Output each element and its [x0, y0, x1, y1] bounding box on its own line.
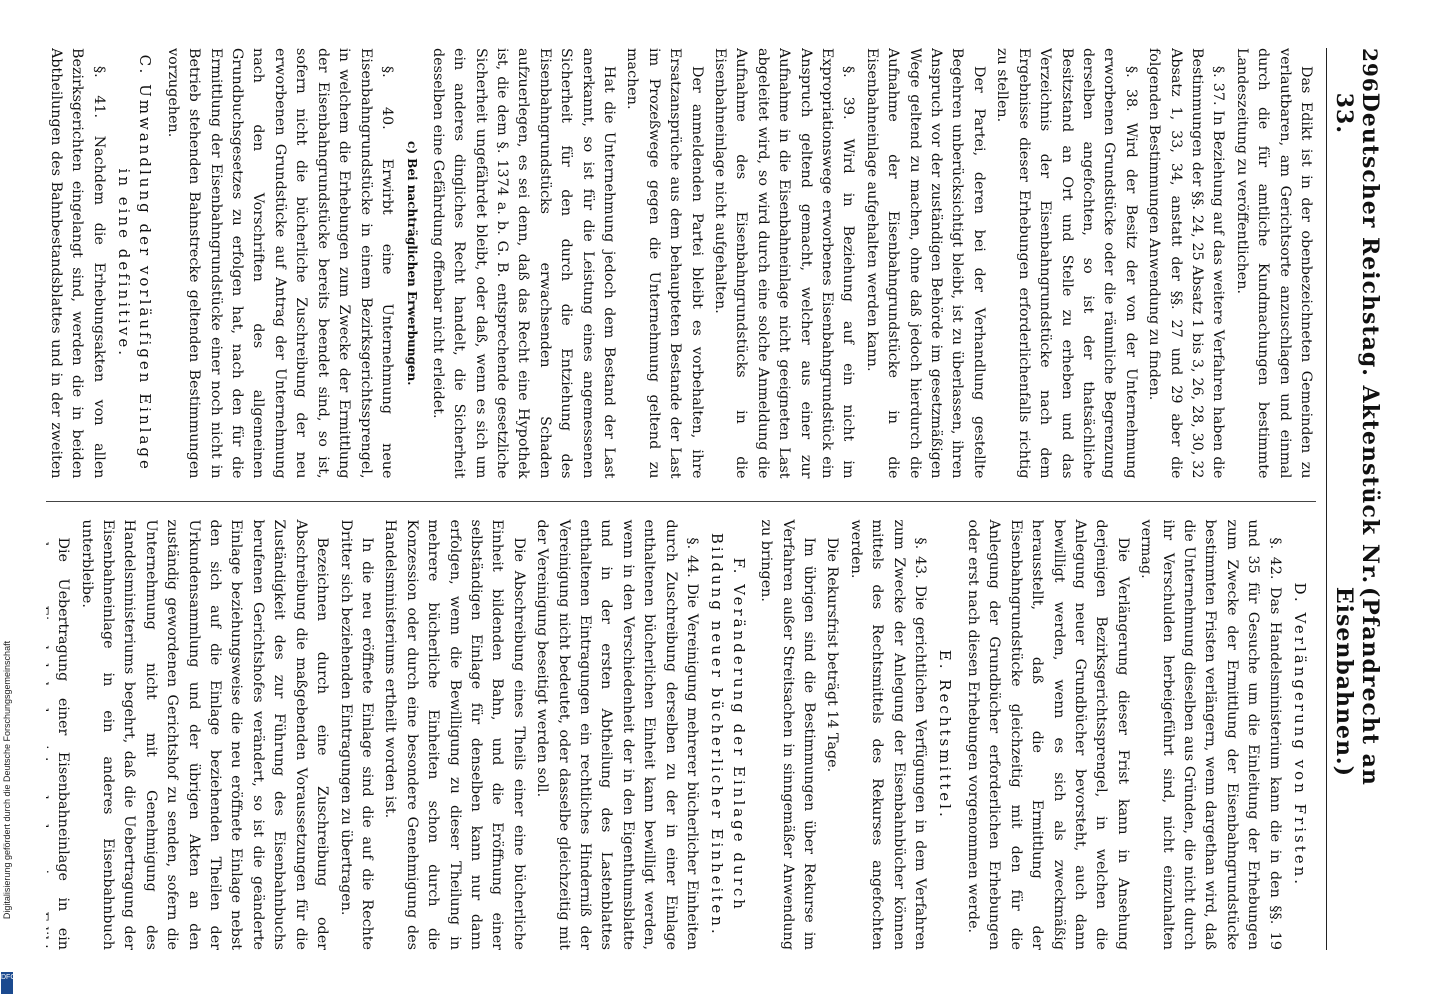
paragraph: Bezeichnen durch eine Zuschreibung oder Abschreibung die maßgebenden Voraussetzungen für die Zuständigkeit des zur Führung des Eisenbahnbuchs berufenen Gerichtshofes verändert, so ist die geänderte Einlage beziehungsweise die neu eröffnete Einlage nebst den sich auf die Einlage beziehenden Theilen der Urkundensammlung und der übrigen Akten an den zuständig gewordenen Gerichtshof zu senden, sofern die Unternehmung nicht mit Genehmigung des Handelsministeriums begehrt, daß die Uebertragung der Eisenbahneinlage in ein anderes Eisenbahnbuch unterbleibe. — [78, 519, 331, 950]
scan-credit-strip — [0, 0, 14, 1000]
rotated-document-page — [21, 10, 1411, 990]
subsection-heading: c) Bei nachträglichen Erwerbungen. — [405, 141, 420, 386]
paragraph: In die neu eröffnete Einlage sind die auf die Rechte Dritter sich beziehenden Eintragungen zu übertragen. — [337, 519, 375, 950]
left-text-column — [46, 48, 1316, 479]
paragraph-40: §. 40. Erwirbt eine Unternehmung neue Eisenbahngrundstücke in einem Bezirksgerichtssprengel, in welchem die Erhebungen zum Zwecke der Ermittlung der Eisenbahngrundstücke bereits beendet sind, so ist, sofern nicht die bücherliche Zuschreibung der neu erworbenen Grundstücke auf Antrag der Unternehmung nach den Vorschriften des allgemeinen Grundbuchsgesetzes zu erfolgen hat, nach den für die Ermittlung der Eisenbahngrundstücke einer noch nicht in Betrieb stehenden Bahnstrecke geltenden Bestimmungen vorzugehen. — [164, 48, 395, 479]
section-heading-e: E. Rechtsmittel. — [936, 649, 955, 820]
paragraph-43: §. 43. Die gerichtlichen Verfügungen in dem Verfahren zum Zwecke der Anlegung der Eisenbahnbücher können mittels des Rechtsmittels des Rekurses angefochten werden. — [847, 519, 929, 950]
paragraph: Der Partei, deren bei der Verhandlung gestellte Begehren unberücksichtigt bleibt, ist zu überlassen, ihren Anspruch vor der zuständigen Behörde im gesetzmäßigen Wege geltend zu machen, ohne daß jedoch hierdurch die Aufnahme der Eisenbahngrundstücke in die Eisenbahneinlage aufgehalten werden kann. — [863, 48, 987, 479]
page-title: Deutscher Reichstag. Aktenstück Nr. 33. — [1331, 92, 1383, 585]
paragraph: Die Abschreibung eines Theils einer eine bücherliche Einheit bildenden Bahn, und die Eröffnung einer selbständigen Einlage für denselben kann nur dann erfolgen, wenn die Bewilligung zu dieser Theilung in mehrere bücherliche Einheiten schon durch die Konzession oder durch eine besondere Genehmigung des Handelsministeriums ertheilt worden ist. — [382, 519, 527, 950]
paragraph-39: §. 39. Wird in Beziehung auf ein nicht im Expropriationswege erworbenes Eisenbahngrundstück ein Anspruch geltend gemacht, welcher aus einer zur Aufnahme in die Eisenbahneinlage nicht geeigneten Last abgeleitet wird, so wird durch eine solche Anmeldung die Aufnahme des Eisenbahngrundstücks in die Eisenbahneinlage nicht aufgehalten. — [712, 48, 857, 479]
paragraph-44: §. 44. Die Vereinigung mehrerer bücherlicher Einheiten durch Zuschreibung derselben zu der in einer Einlage enthaltenen bücherlichen Einheit kann bewilligt werden, wenn in den Verschiedenheit der in den Eigenthumsblatte und in der ersten Abtheilung des Lastenblattes enthaltenen Eintragungen ein rechtliches Hinderniß der Vereinigung nicht bedeutet, oder dasselbe gleichzeitig mit der Vereinigung beseitigt werden soll. — [534, 519, 701, 950]
paragraph: Das Edikt ist in der obenbezeichneten Gemeinden zu verlautbaren, am Gerichtsorte anzuschlagen und einmal durch die für amtliche Kundmachungen bestimmte Landeszeitung zu veröffentlichen. — [1233, 48, 1314, 479]
paragraph-37: §. 37. In Beziehung auf das weitere Verfahren haben die Bestimmungen der §§. 24, 25 Absatz 1 bis 3, 26, 28, 30, 32 Absatz 1, 33, 34, anstatt der §§. 27 und 29 aber die folgenden Bestimmungen Anwendung zu finden. — [1146, 48, 1227, 479]
paragraph: Der anmeldenden Partei bleibt es vorbehalten, ihre Ersatzansprüche aus dem behaupteten Bestande der Last im Prozeßwege gegen die Unternehmung geltend zu machen. — [624, 48, 705, 479]
section-heading-c: C. Umwandlung der vorläufigen Einlage in eine definitive. — [115, 54, 155, 472]
paragraph: Die Verlängerung dieser Frist kann in Ansehung derjenigen Bezirksgerichtssprengel, in welchen die Anlegung neuer Grundbücher bevorsteht, auch dann bewilligt werden, wenn es sich als zweckmäßig herausstellt, daß die Ermittlung der Eisenbahngrundstücke gleichzeitig mit den für die Anlegung der Grundbücher erforderlichen Erhebungen oder erst nach diesen Erhebungen vorgenommen werde. — [964, 519, 1131, 950]
paragraph-41: §. 41. Nachdem die Erhebungsakten von allen Bezirksgerichten eingelangt sind, werden die in beiden Abtheilungen des Bahnbestandsblattes und in der zweiten — [47, 48, 107, 479]
paragraph-42: §. 42. Das Handelsministerium kann die in den §§. 19 und 35 für Gesuche um die Einleitung der Erhebungen zum Zwecke der Ermittlung der Eisenbahngrundstücke bestimmten Fristen verlängern, wenn dargethan wird, daß die Unternehmung dieselben aus Gründen, die nicht durch ihr Verschulden herbeigeführt sind, nicht einzuhalten vermag. — [1138, 519, 1283, 950]
paragraph: Die Uebertragung einer Eisenbahneinlage in ein anderes Eisenbahnbuch ist durch ein Edikt — [46, 519, 72, 950]
section-heading-d: D. Verlängerung von Fristen. — [1291, 582, 1309, 888]
right-text-column — [46, 501, 1316, 951]
paragraph: Hat die Unternehmung jedoch dem Bestand der Last anerkannt, so ist für die Leistung eines angemessenen Sicherheit für den durch die Entziehung des Eisenbahngrundstücks erwachsenden Schaden aufzuerlegen, es sei denn, daß das Recht eine Hypothek ist, die dem §. 1374 a. b. G. B. entsprechende gesetzliche Sicherheit ungefährdet bleibt, oder daß, wenn es sich um ein anderes dingliches Recht handelt, die Sicherheit desselben eine Gefährdung offenbar nicht erleidet. — [429, 48, 617, 479]
paragraph: Im übrigen sind die Bestimmungen über Rekurse im Verfahren außer Streitsachen in sinngemäßer Anwendung zu bringen. — [758, 519, 818, 950]
section-heading-f: F. Veränderung der Einlage durch Bildung neuer bücherlicher Einheiten. — [708, 532, 748, 937]
scan-credit-text: Digitalisierung gefördert durch die Deutsche Forschungsgemeinschaft — [2, 640, 12, 920]
page-subtitle: (Pfandrecht an Eisenbahnen.) — [1331, 586, 1383, 786]
page-header — [1326, 48, 1383, 950]
paragraph-38: §. 38. Wird der Besitz der von der Unternehmung erworbenen Grundstücke oder die räumliche Begrenzung derselben angefochten, so ist der thatsächliche Besitzstand an Ort und Stelle zu erheben und das Verzeichnis der Eisenbahngrundstücke nach dem Ergebnisse dieser Erhebungen erforderlichenfalls richtig zu stellen. — [994, 48, 1139, 479]
page-number: 296 — [1358, 48, 1382, 93]
paragraph: Die Rekursfrist beträgt 14 Tage. — [824, 537, 841, 773]
dfg-logo-icon: DFG — [1, 972, 13, 994]
